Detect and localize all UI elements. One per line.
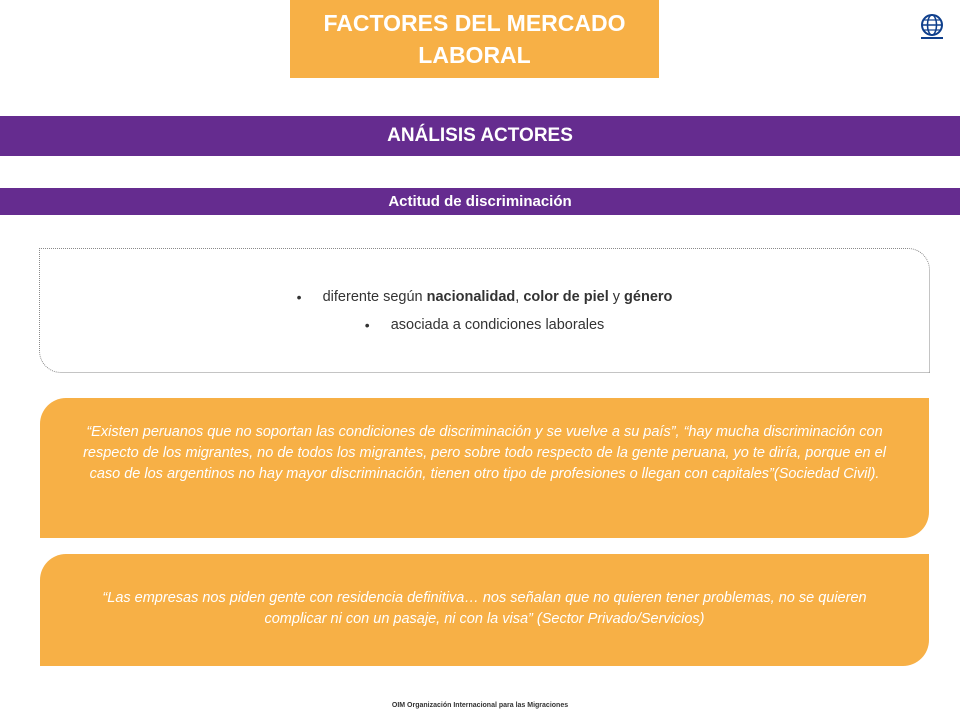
quote-box-sector-privado [40, 554, 929, 666]
page-title [290, 0, 659, 78]
section-bar-label: ANÁLISIS ACTORES [387, 125, 573, 146]
bullet-dot-icon: • [296, 288, 302, 305]
section-bar-analisis-actores [0, 116, 960, 156]
bullet-list-box [39, 248, 930, 373]
quote-1-text: “Existen peruanos que no soportan las condiciones de discriminación y se vuelve a su país”, “hay mucha discriminación con respecto de los migrantes, no de todos los migrantes, pero sobre todo respecto de la gente peruana, yo te diría, porque en el caso de los argentinos no hay mayor discriminación, tienen otro tipo de profesiones o llegan con capitales”(Sociedad Civil). [83, 424, 886, 482]
footer-text: OIM Organización Internacional para las Migraciones [391, 702, 569, 709]
globe-emblem-icon [918, 12, 946, 40]
bullet-item-2-text: asociada a condiciones laborales [390, 316, 605, 333]
subsection-bar-label: Actitud de discriminación [388, 193, 572, 210]
title-line-1: FACTORES DEL MERCADO [323, 10, 626, 36]
bullet-item-1 [297, 289, 673, 305]
quote-2-text: “Las empresas nos piden gente con residencia definitiva… nos señalan que no quieren tener problemas, no se quieren complicar ni con un pasaje, ni con la visa” (Sector Privado/Servicios) [102, 590, 867, 627]
bullet-item-2 [365, 317, 605, 333]
title-line-2: LABORAL [418, 42, 531, 68]
quote-box-sociedad-civil [40, 398, 929, 538]
bullet-dot-icon: • [364, 316, 370, 333]
subsection-bar-actitud [0, 188, 960, 215]
bullet-item-1-text: diferente según nacionalidad, color de piel y género [322, 288, 673, 305]
